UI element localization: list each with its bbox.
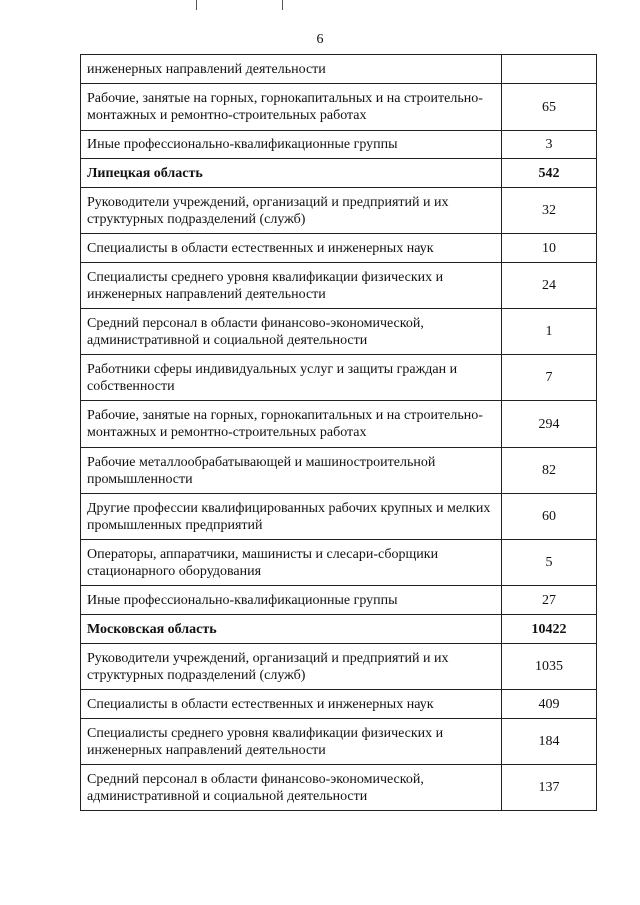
row-value: 409 [502, 690, 597, 719]
row-label: Рабочие металлообрабатывающей и машиностроительной промышленности [81, 448, 502, 494]
row-value: 184 [502, 719, 597, 765]
table-row [81, 448, 597, 494]
row-value: 7 [502, 355, 597, 401]
row-label: Иные профессионально-квалификационные группы [81, 131, 502, 159]
row-label: инженерных направлений деятельности [81, 55, 502, 84]
row-value: 294 [502, 401, 597, 448]
table-row [81, 765, 597, 811]
row-value: 1035 [502, 644, 597, 690]
row-value: 60 [502, 494, 597, 540]
table-row [81, 540, 597, 586]
table-row [81, 84, 597, 131]
row-value: 5 [502, 540, 597, 586]
row-value: 1 [502, 309, 597, 355]
row-value [502, 55, 597, 84]
scan-mark-left [196, 0, 197, 10]
region-name: Липецкая область [81, 159, 502, 188]
table-row [81, 690, 597, 719]
region-total: 542 [502, 159, 597, 188]
row-label: Специалисты в области естественных и инженерных наук [81, 690, 502, 719]
table-row [81, 188, 597, 234]
row-label: Рабочие, занятые на горных, горнокапитальных и на строительно-монтажных и ремонтно-строительных работах [81, 401, 502, 448]
row-value: 137 [502, 765, 597, 811]
table-row [81, 644, 597, 690]
region-name: Московская область [81, 615, 502, 644]
row-value: 24 [502, 263, 597, 309]
row-label: Операторы, аппаратчики, машинисты и слесари-сборщики стационарного оборудования [81, 540, 502, 586]
row-value: 82 [502, 448, 597, 494]
table-row [81, 355, 597, 401]
row-value: 65 [502, 84, 597, 131]
page-number: 6 [316, 32, 324, 47]
row-label: Рабочие, занятые на горных, горнокапитальных и на строительно-монтажных и ремонтно-строительных работах [81, 84, 502, 131]
row-label: Иные профессионально-квалификационные группы [81, 586, 502, 615]
row-value: 32 [502, 188, 597, 234]
row-label: Другие профессии квалифицированных рабочих крупных и мелких промышленных предприятий [81, 494, 502, 540]
row-label: Работники сферы индивидуальных услуг и защиты граждан и собственности [81, 355, 502, 401]
table-row [81, 309, 597, 355]
table-row [81, 494, 597, 540]
table-row [81, 131, 597, 159]
scan-mark-right [282, 0, 283, 10]
table-row [81, 234, 597, 263]
table-row [81, 586, 597, 615]
table-row [81, 263, 597, 309]
table-row [81, 719, 597, 765]
row-label: Специалисты среднего уровня квалификации физических и инженерных направлений деятельности [81, 263, 502, 309]
row-value: 10 [502, 234, 597, 263]
region-row [81, 615, 597, 644]
region-row [81, 159, 597, 188]
row-label: Руководители учреждений, организаций и предприятий и их структурных подразделений (служб) [81, 188, 502, 234]
row-label: Средний персонал в области финансово-экономической, административной и социальной деятельности [81, 309, 502, 355]
row-label: Руководители учреждений, организаций и предприятий и их структурных подразделений (служб) [81, 644, 502, 690]
table-row [81, 55, 597, 84]
statistics-table [80, 54, 597, 811]
row-label: Средний персонал в области финансово-экономической, административной и социальной деятельности [81, 765, 502, 811]
row-value: 3 [502, 131, 597, 159]
row-label: Специалисты среднего уровня квалификации физических и инженерных направлений деятельности [81, 719, 502, 765]
row-label: Специалисты в области естественных и инженерных наук [81, 234, 502, 263]
table-row [81, 401, 597, 448]
row-value: 27 [502, 586, 597, 615]
region-total: 10422 [502, 615, 597, 644]
